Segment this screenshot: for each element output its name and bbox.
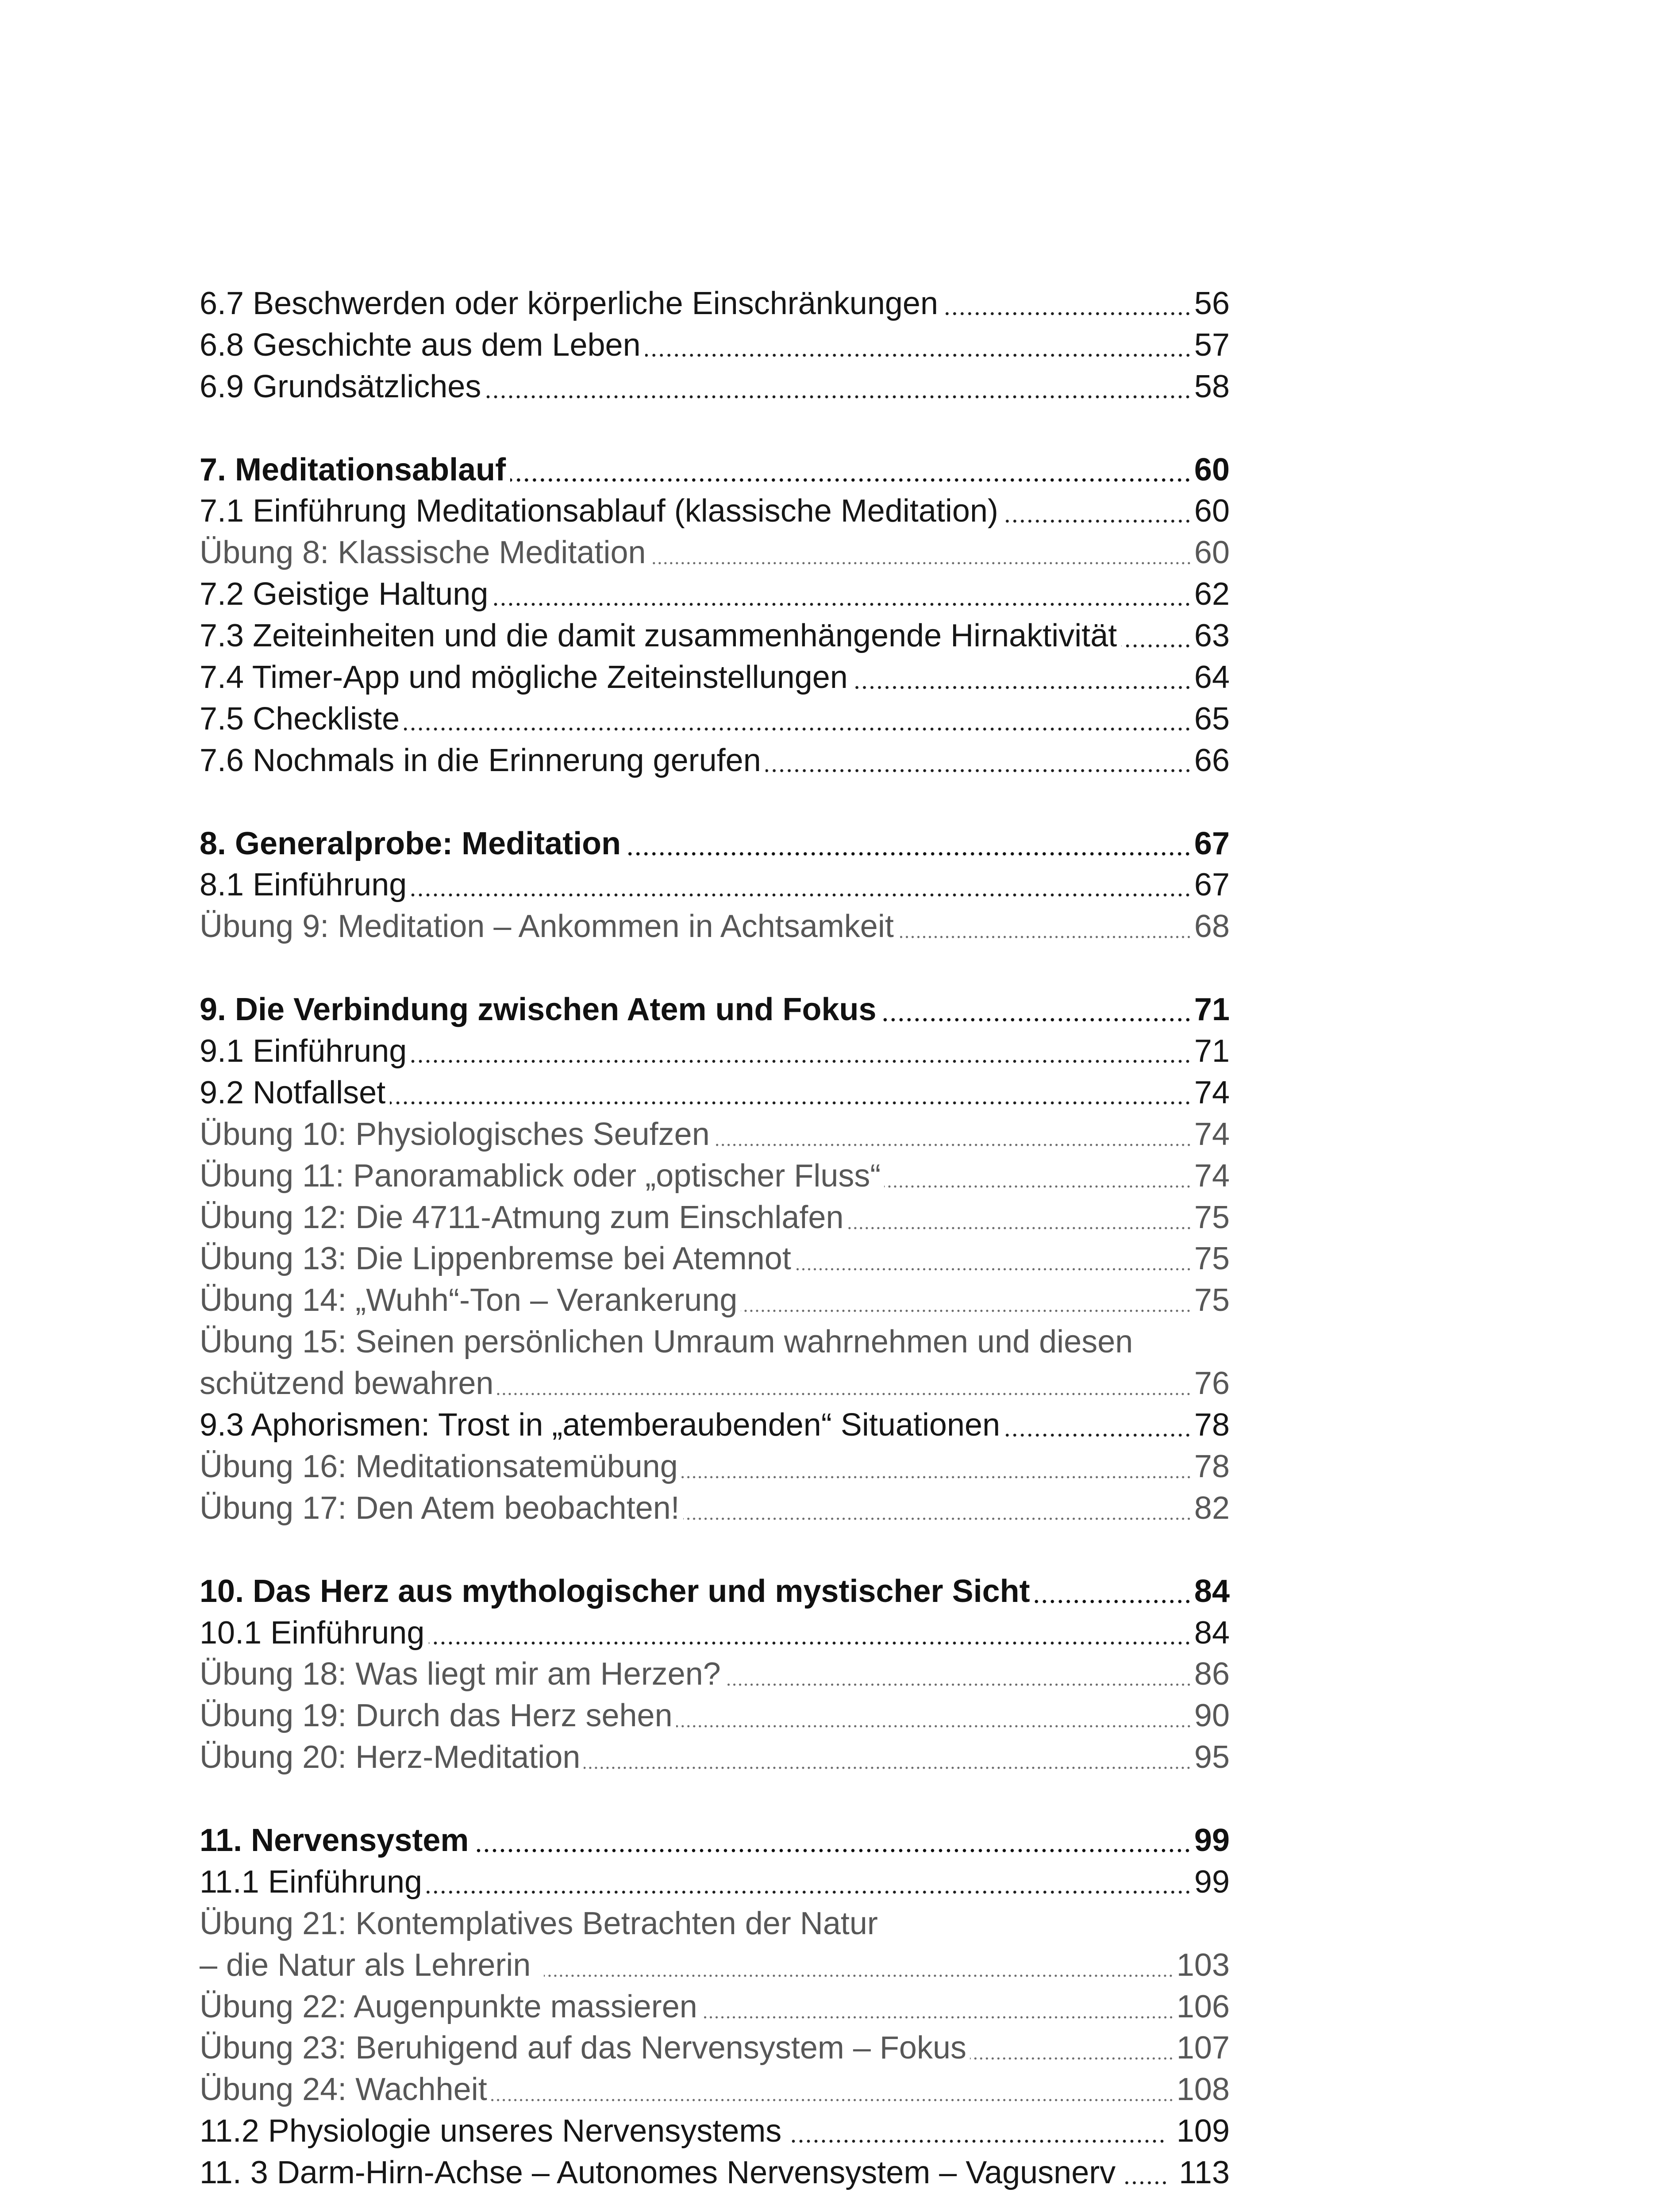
toc-entry-title: 9.1 Einführung bbox=[200, 1033, 407, 1069]
toc-entry-title: 11. 3 Darm-Hirn-Achse – Autonomes Nervensystem – Vagusnerv bbox=[200, 2155, 1116, 2191]
exercise-title-continued: schützend bewahren bbox=[200, 1366, 494, 1402]
toc-section-9 bbox=[200, 989, 1230, 1529]
toc-entry-title: 7.4 Timer-App und mögliche Zeiteinstellungen bbox=[200, 660, 848, 695]
toc-entry-page: 99 bbox=[1194, 1864, 1230, 1900]
toc-entry-title: 11.2 Physiologie unseres Nervensystems bbox=[200, 2113, 782, 2149]
dot-leader bbox=[429, 1613, 1192, 1654]
toc-entry-page: 84 bbox=[1194, 1615, 1230, 1651]
toc-entry bbox=[200, 574, 1230, 615]
exercise-page: 86 bbox=[1194, 1656, 1230, 1692]
section-spacer bbox=[200, 1778, 1230, 1820]
exercise-page: 74 bbox=[1194, 1116, 1230, 1152]
toc-entry-page: 60 bbox=[1194, 493, 1230, 529]
toc-entry-title: 7.2 Geistige Haltung bbox=[200, 576, 489, 612]
dot-leader bbox=[1035, 1571, 1192, 1613]
toc-entry-page: 57 bbox=[1194, 327, 1230, 363]
toc-section-8 bbox=[200, 823, 1230, 948]
exercise-title: Übung 18: Was liegt mir am Herzen? bbox=[200, 1656, 721, 1692]
toc-chapter-heading bbox=[200, 1571, 1230, 1613]
toc-exercise-entry bbox=[200, 532, 1230, 574]
toc-entry-page: 66 bbox=[1194, 742, 1230, 778]
toc-entry-page: 67 bbox=[1194, 867, 1230, 903]
dot-leader bbox=[741, 1280, 1191, 1321]
exercise-title: Übung 23: Beruhigend auf das Nervensystem – Fokus bbox=[200, 2030, 966, 2066]
dot-leader bbox=[681, 1446, 1192, 1488]
toc-exercise-entry bbox=[200, 1197, 1230, 1239]
dot-leader bbox=[485, 366, 1192, 408]
dot-leader bbox=[724, 1654, 1192, 1695]
dot-leader bbox=[676, 1695, 1192, 1737]
chapter-title: 10. Das Herz aus mythologischer und mystischer Sicht bbox=[200, 1573, 1030, 1609]
dot-leader bbox=[544, 1945, 1173, 1986]
toc-entry bbox=[200, 615, 1230, 657]
toc-entry-title: 8.1 Einführung bbox=[200, 867, 407, 903]
dot-leader bbox=[1121, 615, 1192, 657]
exercise-title: Übung 8: Klassische Meditation bbox=[200, 535, 646, 571]
toc-entry bbox=[200, 1031, 1230, 1072]
toc-exercise-entry bbox=[200, 2069, 1230, 2111]
toc-entry bbox=[200, 740, 1230, 782]
exercise-page: 60 bbox=[1194, 535, 1230, 571]
exercise-title: Übung 11: Panoramablick oder „optischer Fluss“ bbox=[200, 1158, 881, 1194]
dot-leader bbox=[584, 1737, 1191, 1778]
dot-leader bbox=[789, 2111, 1166, 2152]
chapter-page: 71 bbox=[1194, 992, 1230, 1028]
dot-leader bbox=[1003, 491, 1192, 532]
toc-entry-title: 6.9 Grundsätzliches bbox=[200, 369, 481, 404]
exercise-page: 76 bbox=[1194, 1366, 1230, 1402]
toc-exercise-entry bbox=[200, 1238, 1230, 1280]
dot-leader bbox=[492, 574, 1192, 615]
toc-exercise-entry bbox=[200, 906, 1230, 948]
toc-entry-title: 10.1 Einführung bbox=[200, 1615, 425, 1651]
toc-entry-title: 6.7 Beschwerden oder körperliche Einschränkungen bbox=[200, 286, 939, 321]
chapter-page: 60 bbox=[1194, 452, 1230, 488]
dot-leader bbox=[497, 1363, 1191, 1405]
toc-section-11 bbox=[200, 1820, 1230, 2194]
toc-entry bbox=[200, 366, 1230, 408]
toc-entry-title: 7.5 Checkliste bbox=[200, 701, 400, 737]
toc-entry bbox=[200, 699, 1230, 740]
toc-entry bbox=[200, 1405, 1230, 1446]
toc-entry bbox=[200, 325, 1230, 366]
toc-entry bbox=[200, 1613, 1230, 1654]
exercise-page: 74 bbox=[1194, 1158, 1230, 1194]
toc-entry-page: 63 bbox=[1194, 618, 1230, 654]
toc-entry-title: 7.3 Zeiteinheiten und die damit zusammenhängende Hirnaktivität bbox=[200, 618, 1117, 654]
toc-exercise-entry bbox=[200, 1488, 1230, 1529]
exercise-page: 75 bbox=[1194, 1199, 1230, 1235]
dot-leader bbox=[970, 2028, 1174, 2069]
dot-leader bbox=[1123, 2152, 1168, 2194]
chapter-page: 99 bbox=[1194, 1822, 1230, 1858]
section-spacer bbox=[200, 408, 1230, 449]
dot-leader bbox=[852, 657, 1192, 699]
dot-leader bbox=[847, 1197, 1192, 1239]
toc-entry bbox=[200, 657, 1230, 699]
toc-entry-page: 58 bbox=[1194, 369, 1230, 404]
dot-leader bbox=[713, 1114, 1192, 1156]
dot-leader bbox=[766, 740, 1192, 782]
toc-entry-title: 6.8 Geschichte aus dem Leben bbox=[200, 327, 641, 363]
toc-exercise-entry bbox=[200, 2028, 1230, 2069]
toc-entry-page: 71 bbox=[1194, 1033, 1230, 1069]
toc-entry-page: 65 bbox=[1194, 701, 1230, 737]
chapter-title: 8. Generalprobe: Meditation bbox=[200, 826, 621, 861]
dot-leader bbox=[390, 1072, 1192, 1114]
dot-leader bbox=[795, 1238, 1192, 1280]
toc-exercise-entry-line-2 bbox=[200, 1363, 1230, 1405]
toc-entry-title: 9.2 Notfallset bbox=[200, 1075, 386, 1110]
toc-chapter-heading bbox=[200, 989, 1230, 1031]
toc-entry bbox=[200, 1862, 1230, 1903]
toc-entry-title: 11.1 Einführung bbox=[200, 1864, 423, 1900]
exercise-page: 68 bbox=[1194, 909, 1230, 945]
exercise-title: Übung 24: Wachheit bbox=[200, 2072, 487, 2108]
toc-chapter-heading bbox=[200, 449, 1230, 491]
toc-entry-title: 7.6 Nochmals in die Erinnerung gerufen bbox=[200, 742, 761, 778]
exercise-title: Übung 16: Meditationsatemübung bbox=[200, 1448, 678, 1484]
exercise-title: Übung 22: Augenpunkte massieren bbox=[200, 1989, 697, 2024]
toc-entry-page: 64 bbox=[1194, 660, 1230, 695]
exercise-page: 103 bbox=[1176, 1947, 1230, 1983]
chapter-title: 7. Meditationsablauf bbox=[200, 452, 506, 488]
toc-exercise-entry bbox=[200, 1114, 1230, 1156]
toc-section-6 bbox=[200, 283, 1230, 408]
exercise-title: Übung 14: „Wuhh“-Ton – Verankerung bbox=[200, 1283, 738, 1318]
toc-entry-page: 62 bbox=[1194, 576, 1230, 612]
toc-entry-page: 78 bbox=[1194, 1407, 1230, 1443]
toc-entry-page: 74 bbox=[1194, 1075, 1230, 1110]
toc-entry-page: 56 bbox=[1194, 286, 1230, 321]
dot-leader bbox=[943, 283, 1192, 325]
section-spacer bbox=[200, 948, 1230, 989]
dot-leader bbox=[650, 532, 1192, 574]
dot-leader bbox=[884, 1156, 1192, 1197]
exercise-title: Übung 15: Seinen persönlichen Umraum wahrnehmen und diesen bbox=[200, 1324, 1133, 1360]
chapter-page: 84 bbox=[1194, 1573, 1230, 1609]
table-of-contents bbox=[200, 283, 1230, 2194]
toc-entry bbox=[200, 283, 1230, 325]
toc-exercise-entry-line-1 bbox=[200, 1903, 1230, 1945]
toc-entry-title: 7.1 Einführung Meditationsablauf (klassische Meditation) bbox=[200, 493, 998, 529]
chapter-page: 67 bbox=[1194, 826, 1230, 861]
toc-exercise-entry-line-2 bbox=[200, 1945, 1230, 1986]
toc-exercise-entry bbox=[200, 1695, 1230, 1737]
exercise-page: 108 bbox=[1176, 2072, 1230, 2108]
toc-section-7 bbox=[200, 449, 1230, 782]
dot-leader bbox=[491, 2069, 1174, 2111]
chapter-title: 11. Nervensystem bbox=[200, 1822, 469, 1858]
toc-exercise-entry bbox=[200, 1737, 1230, 1778]
toc-entry bbox=[200, 2152, 1230, 2194]
exercise-title: Übung 20: Herz-Meditation bbox=[200, 1740, 581, 1775]
toc-exercise-entry bbox=[200, 1654, 1230, 1695]
dot-leader bbox=[510, 449, 1192, 491]
exercise-title: Übung 21: Kontemplatives Betrachten der Natur bbox=[200, 1905, 878, 1941]
dot-leader bbox=[881, 989, 1192, 1031]
toc-chapter-heading bbox=[200, 823, 1230, 865]
chapter-title: 9. Die Verbindung zwischen Atem und Fokus bbox=[200, 992, 877, 1028]
exercise-title: Übung 10: Physiologisches Seufzen bbox=[200, 1116, 710, 1152]
dot-leader bbox=[411, 1031, 1192, 1072]
exercise-page: 90 bbox=[1194, 1698, 1230, 1734]
dot-leader bbox=[411, 864, 1192, 906]
toc-entry bbox=[200, 864, 1230, 906]
dot-leader bbox=[473, 1820, 1191, 1862]
toc-entry bbox=[200, 491, 1230, 532]
dot-leader bbox=[701, 1986, 1174, 2028]
section-spacer bbox=[200, 782, 1230, 823]
dot-leader bbox=[625, 823, 1192, 865]
dot-leader bbox=[1004, 1405, 1192, 1446]
toc-exercise-entry bbox=[200, 1280, 1230, 1321]
toc-exercise-entry-line-1 bbox=[200, 1321, 1230, 1363]
toc-entry-page: 109 bbox=[1176, 2113, 1230, 2149]
toc-chapter-heading bbox=[200, 1820, 1230, 1862]
toc-entry bbox=[200, 1072, 1230, 1114]
exercise-title: Übung 13: Die Lippenbremse bei Atemnot bbox=[200, 1241, 791, 1277]
exercise-page: 75 bbox=[1194, 1283, 1230, 1318]
exercise-title: Übung 9: Meditation – Ankommen in Achtsamkeit bbox=[200, 909, 894, 945]
toc-exercise-entry bbox=[200, 1156, 1230, 1197]
exercise-title: Übung 12: Die 4711-Atmung zum Einschlafen bbox=[200, 1199, 844, 1235]
exercise-title: Übung 19: Durch das Herz sehen bbox=[200, 1698, 673, 1734]
exercise-page: 78 bbox=[1194, 1448, 1230, 1484]
toc-exercise-entry bbox=[200, 1446, 1230, 1488]
dot-leader bbox=[645, 325, 1192, 366]
dot-leader bbox=[897, 906, 1192, 948]
dot-leader bbox=[683, 1488, 1192, 1529]
dot-leader bbox=[404, 699, 1192, 740]
exercise-title-continued: – die Natur als Lehrerin bbox=[200, 1947, 531, 1983]
toc-section-10 bbox=[200, 1571, 1230, 1778]
exercise-page: 106 bbox=[1176, 1989, 1230, 2024]
section-spacer bbox=[200, 1529, 1230, 1571]
dot-leader bbox=[427, 1862, 1192, 1903]
exercise-page: 95 bbox=[1194, 1740, 1230, 1775]
exercise-page: 82 bbox=[1194, 1490, 1230, 1526]
toc-entry bbox=[200, 2111, 1230, 2152]
exercise-page: 107 bbox=[1176, 2030, 1230, 2066]
toc-exercise-entry bbox=[200, 1986, 1230, 2028]
exercise-page: 75 bbox=[1194, 1241, 1230, 1277]
toc-entry-title: 9.3 Aphorismen: Trost in „atemberaubenden“ Situationen bbox=[200, 1407, 1000, 1443]
exercise-title: Übung 17: Den Atem beobachten! bbox=[200, 1490, 680, 1526]
toc-entry-page: 113 bbox=[1179, 2155, 1230, 2191]
